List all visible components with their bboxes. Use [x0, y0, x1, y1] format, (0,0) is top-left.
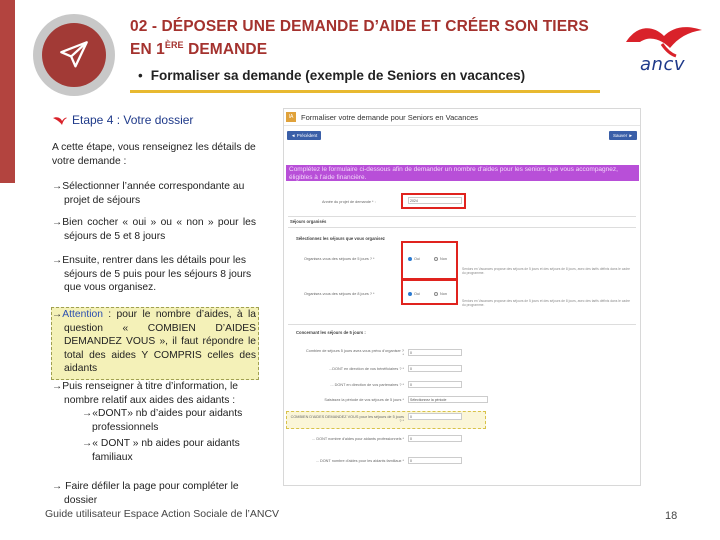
section-select-sejours: Sélectionnez les séjours que vous organisez — [296, 236, 385, 241]
field-input[interactable]: 0 — [408, 381, 462, 388]
field-label: ... DONT nombre d'aides pour aidants professionnels * — [312, 437, 404, 441]
radio-5-highlight — [401, 241, 458, 281]
field-input[interactable]: 0 — [408, 349, 462, 356]
step-heading: Etape 4 : Votre dossier — [52, 113, 193, 127]
previous-button[interactable]: ◄ Précédent — [287, 131, 321, 140]
bird-icon — [52, 116, 68, 126]
year-highlight — [401, 193, 466, 209]
list-item: →Sélectionner l’année correspondante au projet de séjours — [52, 181, 245, 206]
field-label: ... DONT en direction de vos partenaires ? * — [330, 383, 404, 387]
title-underline — [130, 90, 600, 93]
screenshot-header — [284, 109, 640, 126]
info-banner: Complétez le formulaire ci-dessous afin de demander un nombre d'aides pour les seniors que vous accompagnez, éligibles à l'aide financière. — [286, 165, 639, 181]
sub-list-item: →«DONT» nb d’aides pour aidants professionnels — [82, 408, 243, 433]
screenshot-title: Formaliser votre demande pour Seniors en Vacances — [301, 112, 479, 122]
attention-note: →Attention : pour le nombre d’aides, à la question « COMBIEN D’AIDES DEMANDEZ VOUS », il faut répondre le total des aides Y COMPRIS celles des aidants — [52, 309, 256, 374]
section-icon — [33, 14, 115, 96]
sub-list-item: →« DONT » nb aides pour aidants familiaux — [82, 438, 240, 463]
divider — [288, 227, 636, 228]
note-5-days: Seniors en Vacances propose des séjours de 5 jours et des séjours de 8 jours, avec des tarifs définis dans le cadre du programme. — [462, 267, 630, 275]
section-5-days: Concernant les séjours de 5 jours : — [296, 330, 366, 335]
period-select[interactable]: Sélectionnez la période — [408, 396, 488, 403]
app-badge: IA — [286, 112, 296, 122]
list-item: →Puis renseigner à titre d’information, le nombre relatif aux aides des aidants : — [52, 381, 239, 406]
field-label: COMBIEN D'AIDES DEMANDEZ VOUS pour les séjours de 5 jours ? * — [290, 415, 404, 423]
question-8-days: Organisez-vous des séjours de 8 jours ? * — [304, 292, 375, 296]
divider — [288, 324, 636, 325]
field-input[interactable]: 0 — [408, 365, 462, 372]
year-select[interactable]: 2024 — [408, 197, 462, 204]
footer-text: Guide utilisateur Espace Action Sociale de l’ANCV — [45, 508, 280, 520]
field-input[interactable]: 0 — [408, 435, 462, 442]
list-item: →Bien cocher « oui » ou « non » pour les séjours de 5 et 8 jours — [52, 217, 256, 242]
ancv-logo-text: ancv — [640, 54, 685, 75]
intro-text: A cette étape, vous renseignez les détails de votre demande : — [52, 142, 256, 167]
field-label: Combien de séjours 5 jours avez-vous prévu d'organiser ? * — [305, 349, 404, 357]
paper-plane-icon — [57, 38, 91, 72]
list-item: →Ensuite, rentrer dans les détails pour les séjours de 5 puis pour les séjours 8 jours que vous organisez. — [52, 255, 252, 293]
year-label: Année du projet de demande * : — [322, 200, 376, 204]
page-number: 18 — [665, 510, 678, 522]
radio-8-highlight — [401, 278, 458, 305]
divider — [288, 216, 636, 217]
save-button[interactable]: Sauver ► — [609, 131, 637, 140]
field-label: ... DONT nombre d'aides pour les aidants familiaux * — [315, 459, 404, 463]
form-screenshot — [283, 108, 641, 486]
note-8-days: Seniors en Vacances propose des séjours de 5 jours et des séjours de 8 jours, avec des tarifs définis dans le cadre du programme. — [462, 299, 630, 307]
accent-bar — [0, 0, 15, 183]
slide-title: 02 - DÉPOSER UNE DEMANDE D’AIDE ET CRÉER SON TIERS EN 1ÈRE DEMANDE — [130, 18, 589, 59]
field-label: Saisissez la période de vos séjours de 5 jours * — [324, 398, 404, 402]
oui-label: Oui — [414, 292, 420, 296]
field-label: ...DONT en direction de vos bénéficiaires ? * — [329, 367, 404, 371]
question-5-days: Organisez-vous des séjours de 5 jours ? * — [304, 257, 375, 261]
non-label: Non — [440, 292, 447, 296]
field-input[interactable]: 0 — [408, 413, 462, 420]
list-item: → Faire défiler la page pour compléter le dossier — [52, 481, 239, 506]
non-label: Non — [440, 257, 447, 261]
field-input[interactable]: 0 — [408, 457, 462, 464]
oui-label: Oui — [414, 257, 420, 261]
slide-subtitle: • Formaliser sa demande (exemple de Seniors en vacances) — [138, 68, 526, 83]
section-sejours: Séjours organisés — [290, 219, 327, 224]
